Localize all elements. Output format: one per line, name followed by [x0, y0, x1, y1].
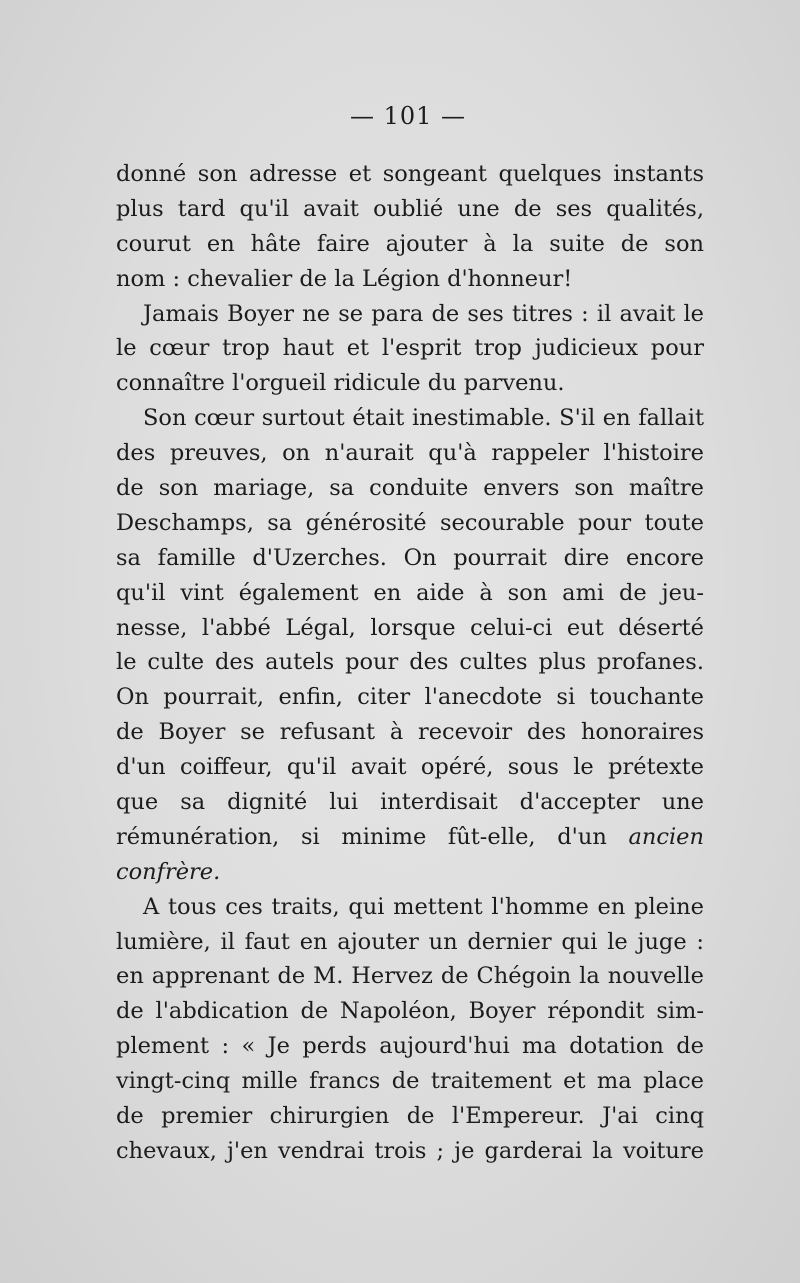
italic-word: ancien: [628, 823, 704, 850]
text-line: nom : chevalier de la Légion d'honneur!: [116, 265, 573, 292]
text-line: chevaux, j'en vendrai trois ; je garderai la voiture: [116, 1137, 704, 1164]
text-line: donné son adresse et songeant quelques instants: [116, 161, 704, 187]
text-line: lumière, il faut en ajouter un dernier qui le juge :: [116, 928, 704, 955]
text-line: connaître l'orgueil ridicule du parvenu.: [116, 370, 565, 397]
text-line-with-italic: [116, 820, 704, 855]
text-line: le culte des autels pour des cultes plus profanes.: [116, 649, 704, 676]
text-line-segment: rémunération, si minime fût-elle, d'un: [116, 823, 607, 850]
text-line: sa famille d'Uzerches. On pourrait dire encore: [116, 544, 704, 571]
text-line: en apprenant de M. Hervez de Chégoin la nouvelle: [116, 963, 704, 990]
text-line: confrère.: [116, 858, 221, 885]
text-line: de premier chirurgien de l'Empereur. J'ai cinq: [116, 1103, 704, 1130]
text-line: de son mariage, sa conduite envers son maître: [116, 475, 704, 502]
text-line: qu'il vint également en aide à son ami de jeu-: [116, 579, 704, 606]
text-line: nesse, l'abbé Légal, lorsque celui-ci eut déserté: [116, 614, 704, 641]
text-line: On pourrait, enfin, citer l'anecdote si touchante: [116, 684, 704, 711]
page-number: — 101 —: [349, 102, 467, 130]
text-line: le cœur trop haut et l'esprit trop judicieux pour: [116, 335, 704, 362]
text-line: plus tard qu'il avait oublié une de ses qualités,: [116, 195, 704, 222]
text-line: Son cœur surtout était inestimable. S'il en fallait: [143, 405, 704, 432]
text-line: courut en hâte faire ajouter à la suite de son: [116, 230, 704, 257]
text-line: vingt-cinq mille francs de traitement et ma place: [116, 1068, 704, 1095]
body-text: [116, 157, 704, 1169]
text-line: Deschamps, sa générosité secourable pour toute: [116, 509, 704, 536]
text-line: plement : « Je perds aujourd'hui ma dotation de: [116, 1033, 704, 1060]
text-line: de Boyer se refusant à recevoir des honoraires: [116, 719, 704, 746]
text-line: de l'abdication de Napoléon, Boyer répondit sim-: [116, 998, 704, 1025]
text-line: Jamais Boyer ne se para de ses titres : il avait le: [143, 300, 704, 327]
text-line: A tous ces traits, qui mettent l'homme en pleine: [143, 893, 704, 920]
text-line: des preuves, on n'aurait qu'à rappeler l'histoire: [116, 440, 704, 467]
text-line: d'un coiffeur, qu'il avait opéré, sous le prétexte: [116, 754, 704, 781]
text-line: que sa dignité lui interdisait d'accepter une: [116, 789, 704, 816]
